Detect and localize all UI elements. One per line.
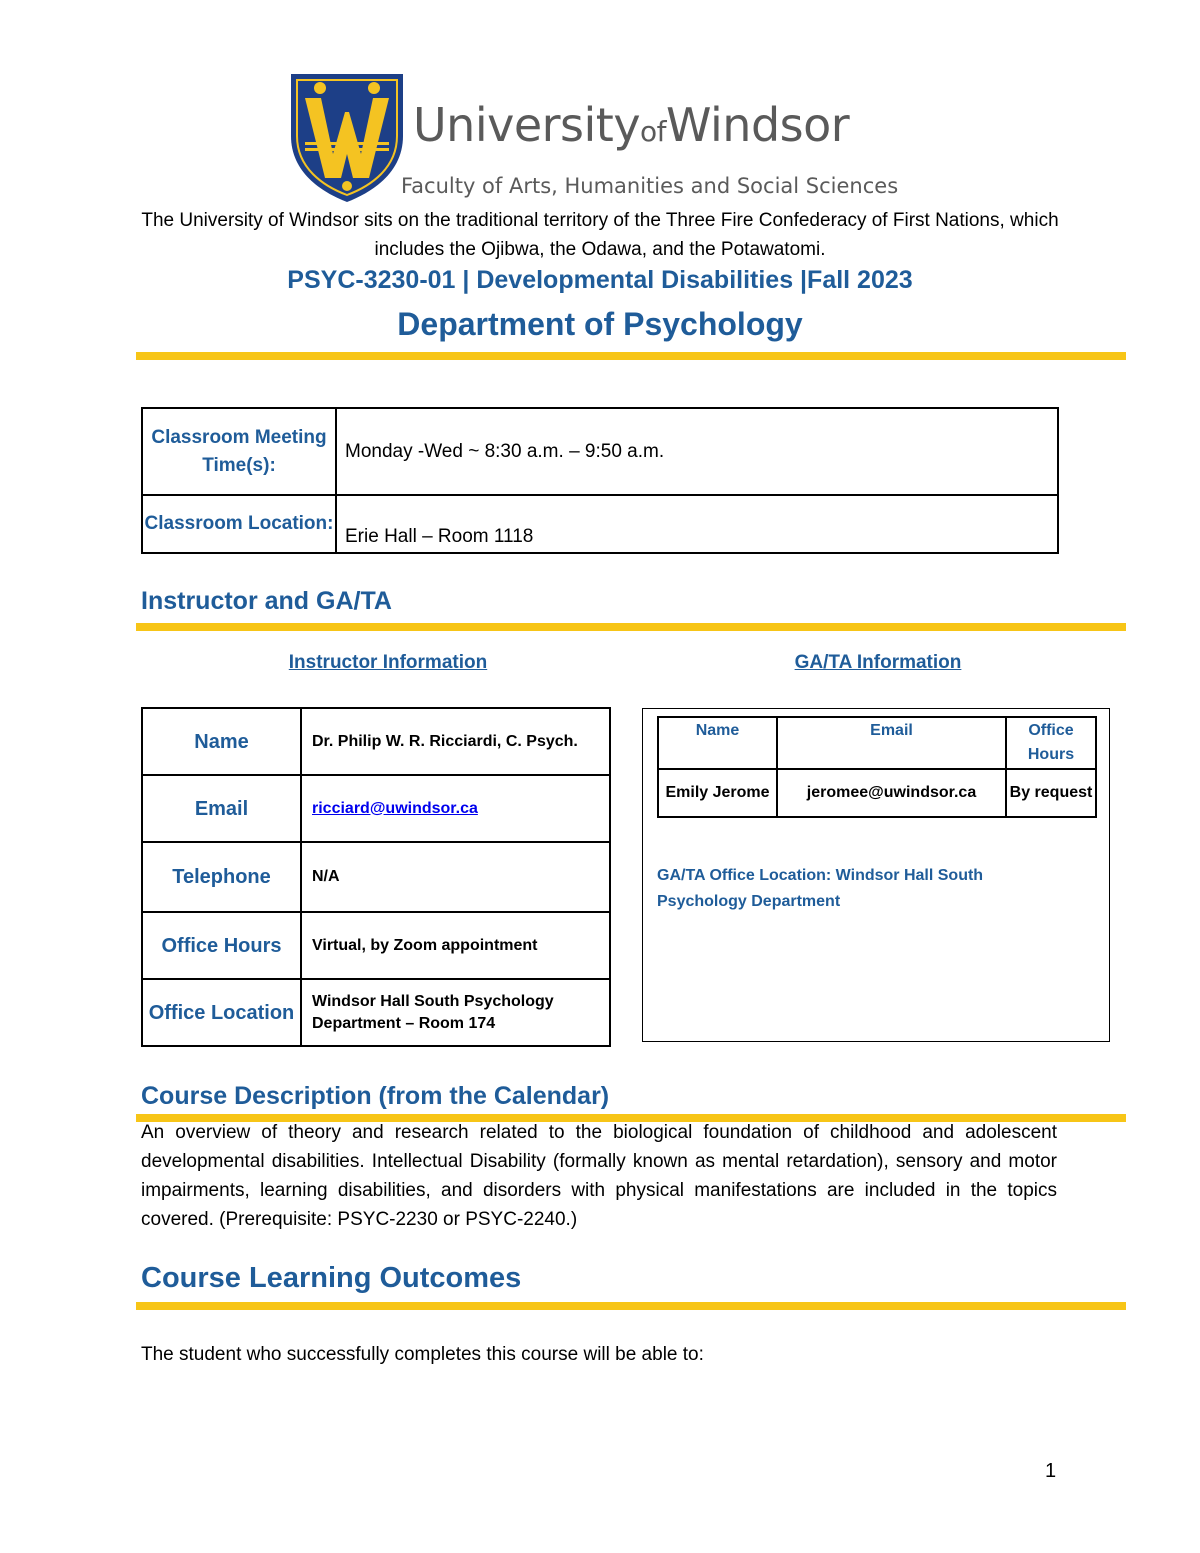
instructor-name-label: Name	[142, 708, 301, 775]
instructor-email-label: Email	[142, 775, 301, 842]
ga-info-subheading: GA/TA Information	[794, 652, 962, 673]
meeting-location-value: Erie Hall – Room 1118	[336, 495, 1058, 553]
meeting-time-label: Classroom Meeting Time(s):	[142, 408, 336, 495]
instructor-section-heading: Instructor and GA/TA	[141, 587, 392, 615]
ga-office-hours-header: Office Hours	[1006, 717, 1096, 769]
instructor-email-value	[301, 775, 610, 842]
meeting-time-value: Monday -Wed ~ 8:30 a.m. – 9:50 a.m.	[336, 408, 1058, 495]
ga-table	[657, 716, 1097, 818]
ga-office-location: GA/TA Office Location: Windsor Hall South Psychology Department	[657, 867, 984, 910]
department-title: Department of Psychology	[397, 306, 803, 342]
instructor-office-hours-label: Office Hours	[142, 912, 301, 979]
ga-name-header: Name	[658, 717, 777, 769]
ga-info-box	[642, 708, 1110, 1042]
instructor-info-subheading: Instructor Information	[288, 652, 488, 673]
university-logo	[287, 68, 927, 204]
land-acknowledgement: The University of Windsor sits on the traditional territory of the Three Fire Confederacy of First Nations, which includes the Ojibwa, the Odawa, and the Potawatomi.	[141, 210, 1059, 260]
table-row	[142, 775, 610, 842]
ga-email-header: Email	[777, 717, 1006, 769]
section-divider	[136, 1302, 1126, 1310]
learning-outcomes-intro: The student who successfully completes this course will be able to:	[141, 1344, 704, 1365]
meeting-location-label: Classroom Location:	[142, 495, 336, 553]
instructor-office-location-value: Windsor Hall South Psychology Department – Room 174	[301, 979, 610, 1046]
section-divider	[136, 623, 1126, 631]
instructor-office-location-label: Office Location	[142, 979, 301, 1046]
table-row	[142, 912, 610, 979]
table-row	[142, 708, 610, 775]
course-description-heading: Course Description (from the Calendar)	[141, 1082, 610, 1110]
university-shield-icon	[287, 68, 407, 204]
instructor-table	[141, 707, 611, 1047]
table-row	[142, 842, 610, 912]
faculty-name: Faculty of Arts, Humanities and Social Sciences	[401, 174, 899, 198]
instructor-name-value: Dr. Philip W. R. Ricciardi, C. Psych.	[301, 708, 610, 775]
section-divider	[136, 352, 1126, 360]
meeting-table	[141, 407, 1059, 554]
ga-hours-value: By request	[1006, 769, 1096, 817]
table-row	[658, 769, 1096, 817]
course-description-text: An overview of theory and research related to the biological foundation of childhood and adolescent developmental disabilities. Intellectual Disability (formally known as mental retardation), sensory and motor impairments, learning disabilities, and disorders with physical manifestations are included in the topics covered. (Prerequisite: PSYC-2230 or PSYC-2240.)	[141, 1122, 1057, 1230]
instructor-office-hours-value: Virtual, by Zoom appointment	[301, 912, 610, 979]
university-wordmark: UniversityofWindsor	[413, 98, 850, 152]
ga-email-value: jeromee@uwindsor.ca	[777, 769, 1006, 817]
page-number: 1	[1045, 1460, 1057, 1482]
table-row	[658, 717, 1096, 769]
instructor-telephone-label: Telephone	[142, 842, 301, 912]
course-title: PSYC-3230-01 | Developmental Disabilities |Fall 2023	[287, 266, 913, 294]
learning-outcomes-heading: Course Learning Outcomes	[141, 1262, 522, 1294]
instructor-telephone-value: N/A	[301, 842, 610, 912]
table-row	[142, 979, 610, 1046]
table-row	[142, 408, 1058, 495]
instructor-email-link[interactable]: ricciard@uwindsor.ca	[312, 799, 478, 817]
ga-name-value: Emily Jerome	[658, 769, 777, 817]
table-row	[142, 495, 1058, 553]
